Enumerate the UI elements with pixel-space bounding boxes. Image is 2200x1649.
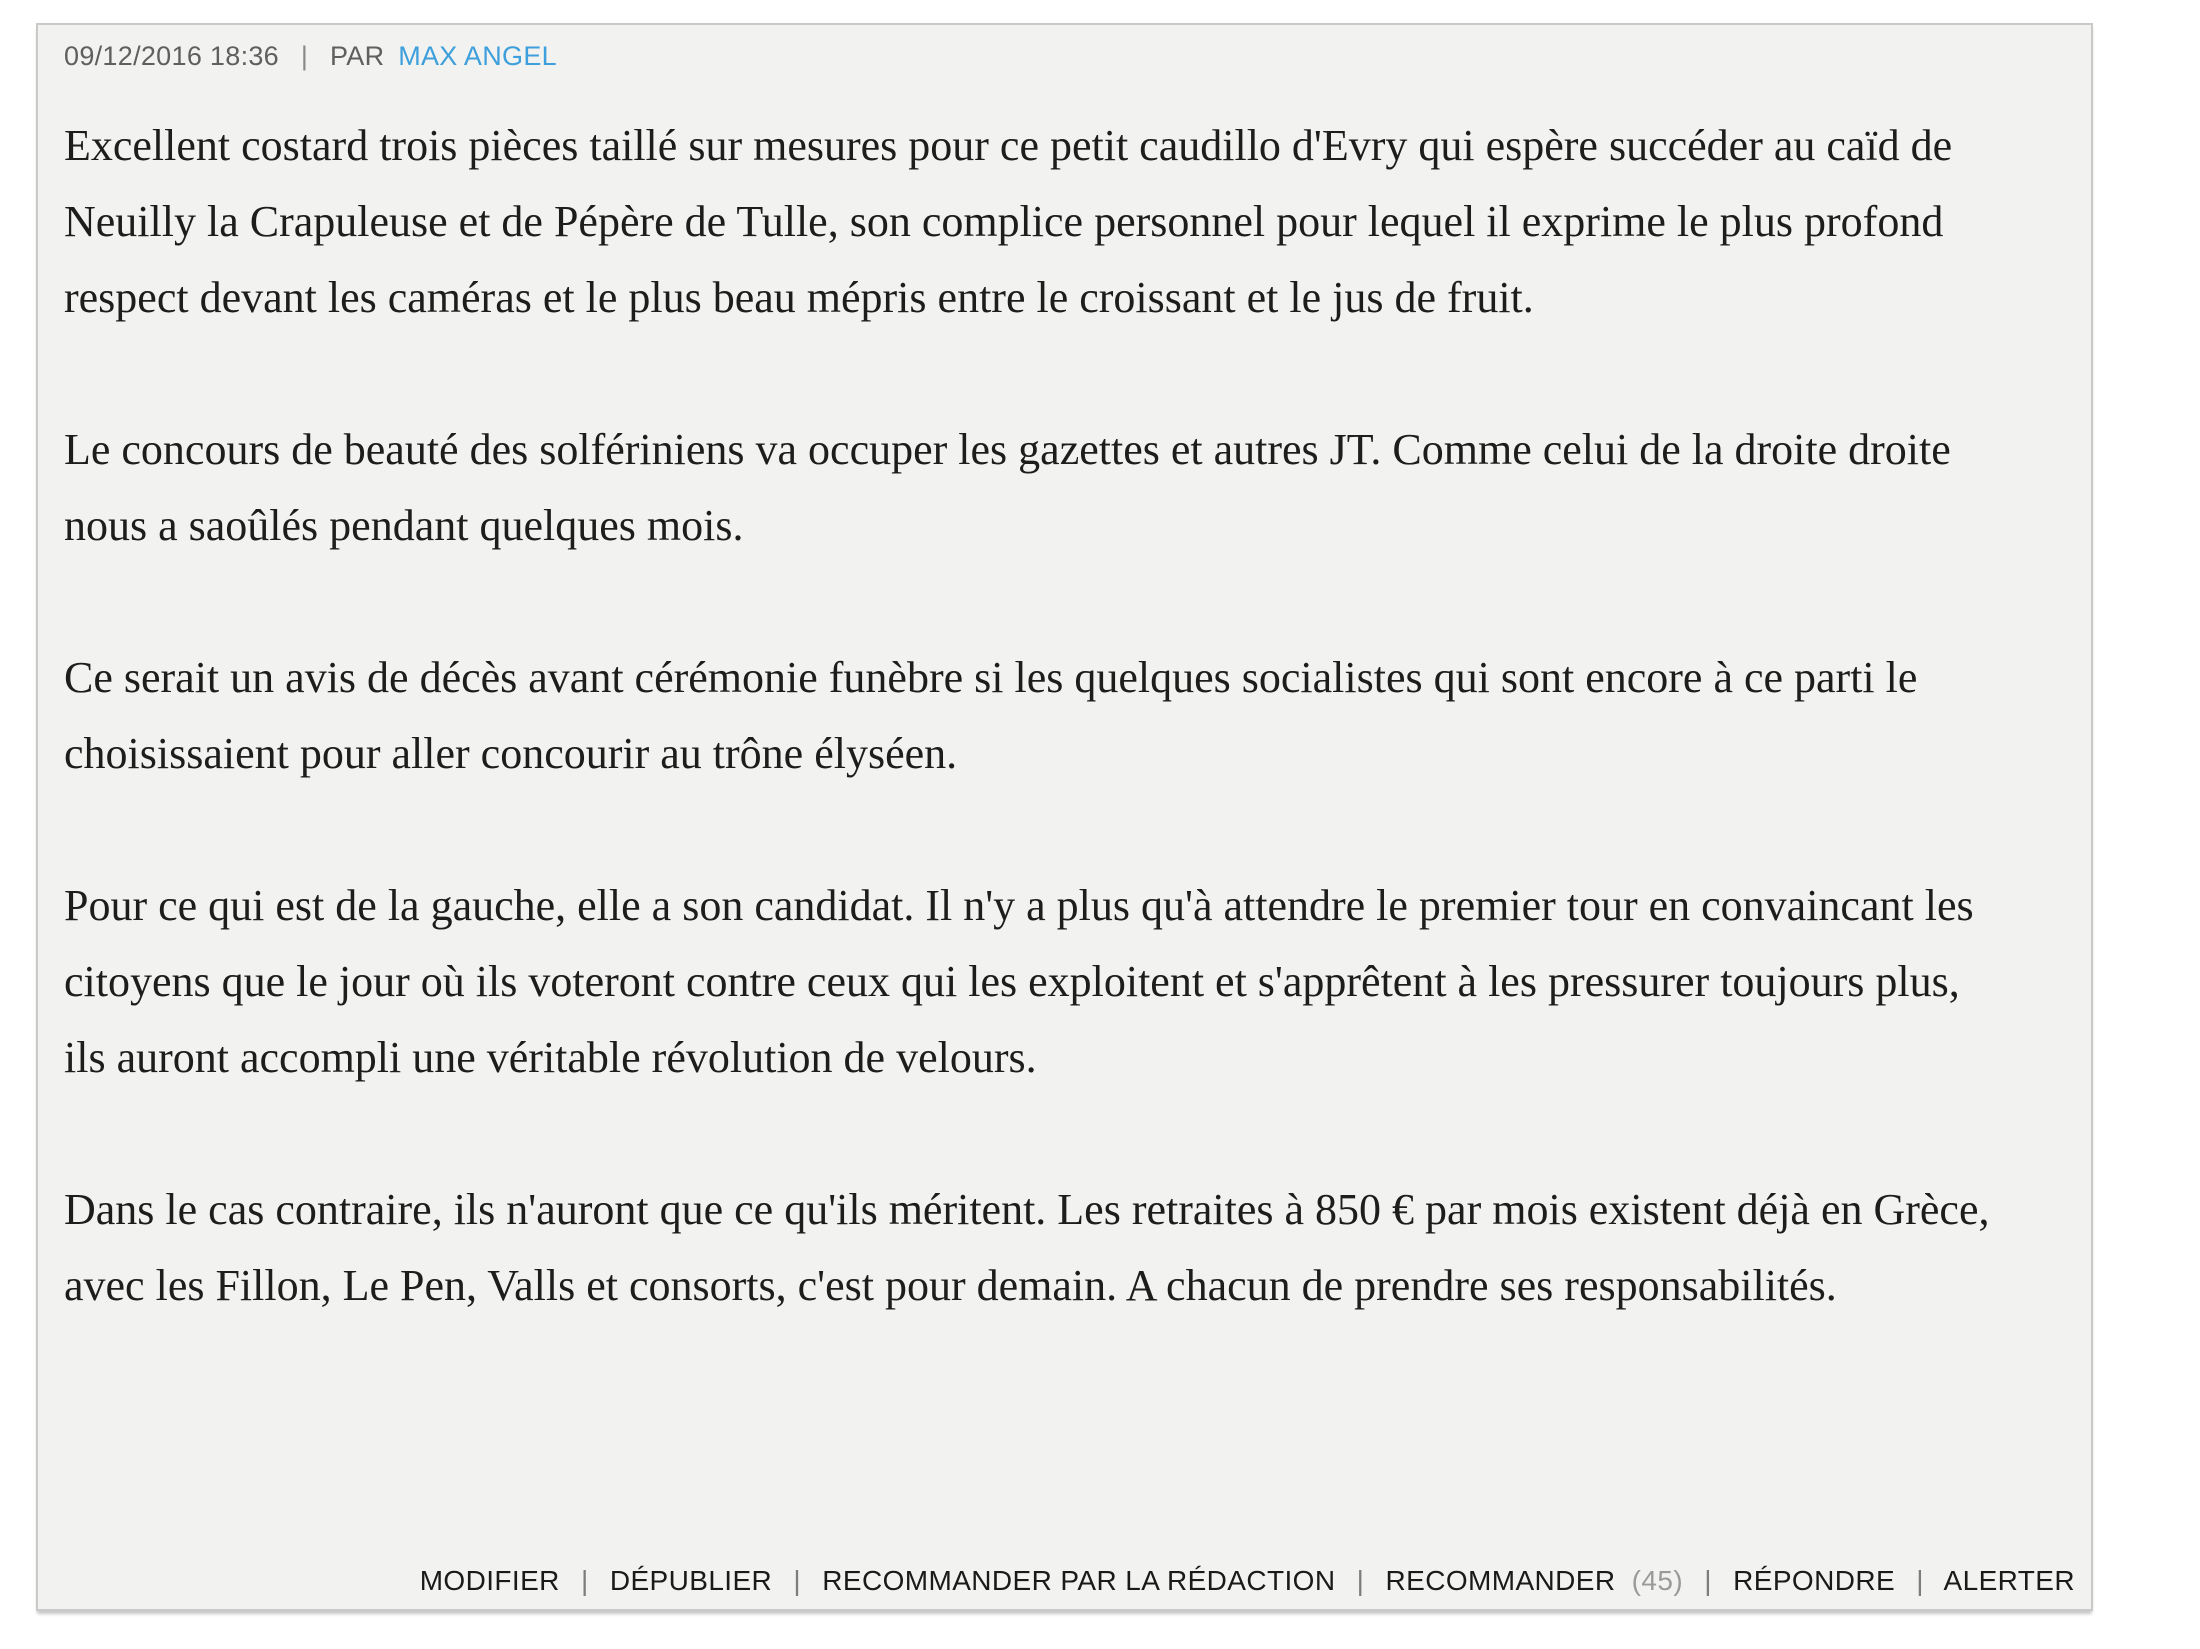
action-group	[1386, 1565, 1734, 1596]
action-separator: |	[1356, 1565, 1365, 1596]
action-group	[1733, 1565, 1943, 1596]
action-group	[822, 1565, 1385, 1596]
comment-header	[64, 41, 2091, 72]
comment-paragraph: Le concours de beauté des solfériniens va occuper les gazettes et autres JT. Comme celui de la droite droite nous a saoûlés pendant quelques mois.	[64, 425, 1951, 550]
action-count: (45)	[1631, 1565, 1684, 1596]
action-separator: |	[1704, 1565, 1712, 1596]
action-separator: |	[580, 1565, 589, 1596]
comment-paragraph: Excellent costard trois pièces taillé sur mesures pour ce petit caudillo d'Evry qui espère succéder au caïd de Neuilly la Crapuleuse et de Pépère de Tulle, son complice personnel pour lequel il exprime le plus profond respect devant les caméras et le plus beau mépris entre le croissant et le jus de fruit.	[64, 121, 1953, 322]
header-separator: |	[300, 41, 309, 71]
comment-timestamp: 09/12/2016 18:36	[64, 41, 279, 71]
action-link[interactable]: MODIFIER	[419, 1565, 560, 1596]
action-group	[610, 1565, 822, 1596]
comment-paragraph: Ce serait un avis de décès avant cérémonie funèbre si les quelques socialistes qui sont encore à ce parti le choisissaient pour aller concourir au trône élyséen.	[64, 653, 1918, 778]
comment-actions	[420, 1565, 2075, 1597]
action-separator: |	[793, 1565, 802, 1596]
action-group	[420, 1565, 610, 1596]
byline-prefix: PAR	[329, 41, 385, 71]
comment-paragraph: Pour ce qui est de la gauche, elle a son candidat. Il n'y a plus qu'à attendre le premier tour en convaincant les citoyens que le jour où ils voteront contre ceux qui les exploitent et s'apprêtent à les pressurer toujours plus, ils auront accompli une véritable révolution de velours.	[64, 881, 1974, 1082]
action-separator: |	[1916, 1565, 1924, 1596]
action-link[interactable]: RECOMMANDER	[1385, 1565, 1616, 1596]
author-link[interactable]: MAX ANGEL	[398, 41, 557, 71]
action-link[interactable]: RECOMMANDER PAR LA RÉDACTION	[822, 1565, 1336, 1596]
comment-body	[64, 108, 2091, 1324]
comment-paragraph: Dans le cas contraire, ils n'auront que ce qu'ils méritent. Les retraites à 850 € par mois existent déjà en Grèce, avec les Fillon, Le Pen, Valls et consorts, c'est pour demain. A chacun de prendre ses responsabilités.	[64, 1185, 1990, 1310]
action-link[interactable]: ALERTER	[1943, 1565, 2075, 1596]
action-link[interactable]: RÉPONDRE	[1733, 1565, 1896, 1596]
action-link[interactable]: DÉPUBLIER	[609, 1565, 773, 1596]
comment-card	[36, 23, 2093, 1611]
action-group	[1944, 1565, 2075, 1596]
